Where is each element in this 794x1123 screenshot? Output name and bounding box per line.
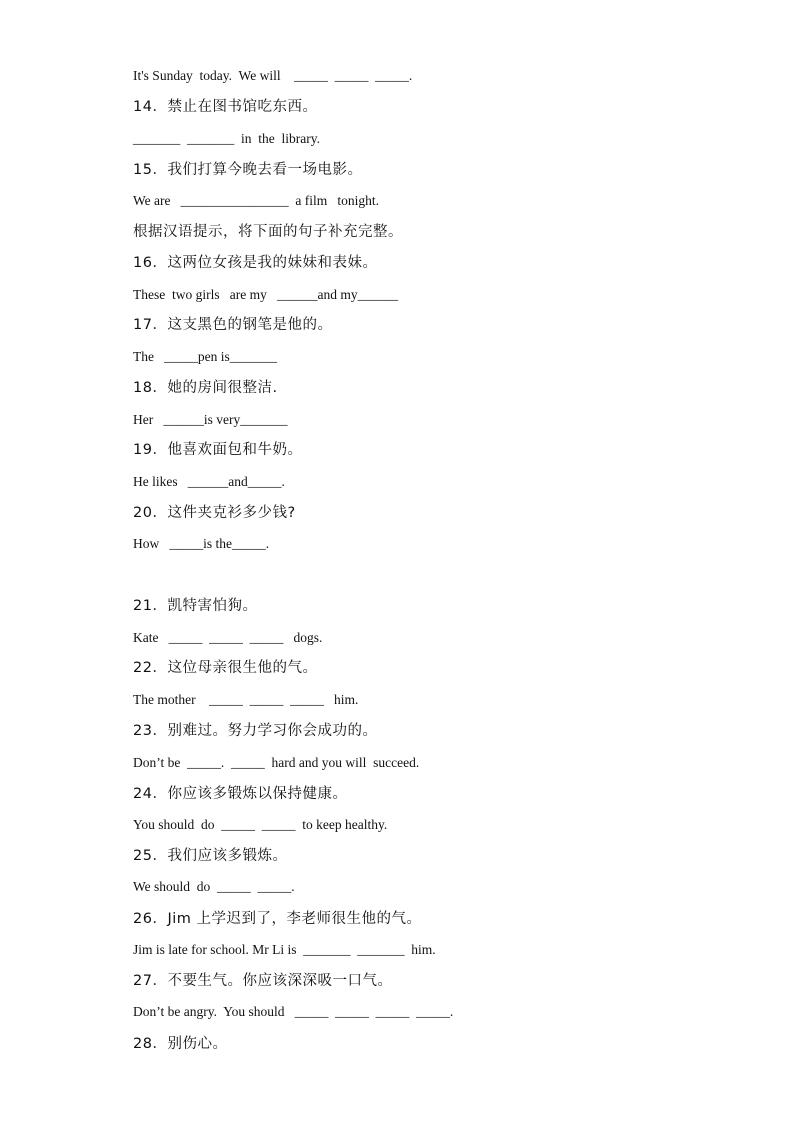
exercise-24-chinese-prompt: 24．你应该多锻炼以保持健康。 bbox=[133, 786, 348, 802]
exercise-25-chinese-prompt: 25．我们应该多锻炼。 bbox=[133, 848, 288, 864]
exercise-15-chinese-prompt: 15．我们打算今晚去看一场电影。 bbox=[133, 162, 363, 178]
exercise-27-chinese-prompt: 27．不要生气。你应该深深吸一口气。 bbox=[133, 973, 393, 989]
exercise-24-english-sentence: You should do _____ _____ to keep healthy. bbox=[133, 817, 388, 832]
exercise-20-chinese-prompt: 20．这件夹克衫多少钱? bbox=[133, 505, 296, 521]
exercise-13-english-sentence: It's Sunday today. We will _____ _____ _____. bbox=[133, 68, 413, 83]
section-instruction: 根据汉语提示，将下面的句子补充完整。 bbox=[133, 224, 403, 240]
exercise-15-english-sentence: We are ________________ a film tonight. bbox=[133, 193, 379, 208]
exercise-27-english-sentence: Don’t be angry. You should _____ _____ _____ _____. bbox=[133, 1004, 454, 1019]
exercise-22-english-sentence: The mother _____ _____ _____ him. bbox=[133, 692, 359, 707]
exercise-20-english-sentence: How _____is the_____. bbox=[133, 536, 270, 551]
exercise-23-chinese-prompt: 23．别难过。努力学习你会成功的。 bbox=[133, 723, 378, 739]
exercise-26-english-sentence: Jim is late for school. Mr Li is _______ _______ him. bbox=[133, 942, 436, 957]
exercise-21-english-sentence: Kate _____ _____ _____ dogs. bbox=[133, 630, 323, 645]
exercise-16-chinese-prompt: 16．这两位女孩是我的妹妹和表妹。 bbox=[133, 255, 378, 271]
exercise-23-english-sentence: Don’t be _____. _____ hard and you will succeed. bbox=[133, 755, 420, 770]
exercise-16-english-sentence: These two girls are my ______and my______ bbox=[133, 287, 399, 302]
exercise-25-english-sentence: We should do _____ _____. bbox=[133, 879, 295, 894]
exercise-18-chinese-prompt: 18．她的房间很整洁. bbox=[133, 380, 278, 396]
exercise-26-chinese-prompt: 26．Jim 上学迟到了，李老师很生他的气。 bbox=[133, 911, 422, 927]
exercise-19-chinese-prompt: 19．他喜欢面包和牛奶。 bbox=[133, 442, 303, 458]
exercise-17-english-sentence: The _____pen is_______ bbox=[133, 349, 277, 364]
exercise-19-english-sentence: He likes ______and_____. bbox=[133, 474, 285, 489]
exercise-14-english-sentence: _______ _______ in the library. bbox=[133, 131, 320, 146]
exercise-17-chinese-prompt: 17．这支黑色的钢笔是他的。 bbox=[133, 317, 333, 333]
exercise-22-chinese-prompt: 22．这位母亲很生他的气。 bbox=[133, 660, 318, 676]
exercise-28-chinese-prompt: 28．别伤心。 bbox=[133, 1036, 228, 1052]
exercise-21-chinese-prompt: 21．凯特害怕狗。 bbox=[133, 598, 258, 614]
exercise-14-chinese-prompt: 14．禁止在图书馆吃东西。 bbox=[133, 99, 318, 115]
exercise-18-english-sentence: Her ______is very_______ bbox=[133, 412, 288, 427]
